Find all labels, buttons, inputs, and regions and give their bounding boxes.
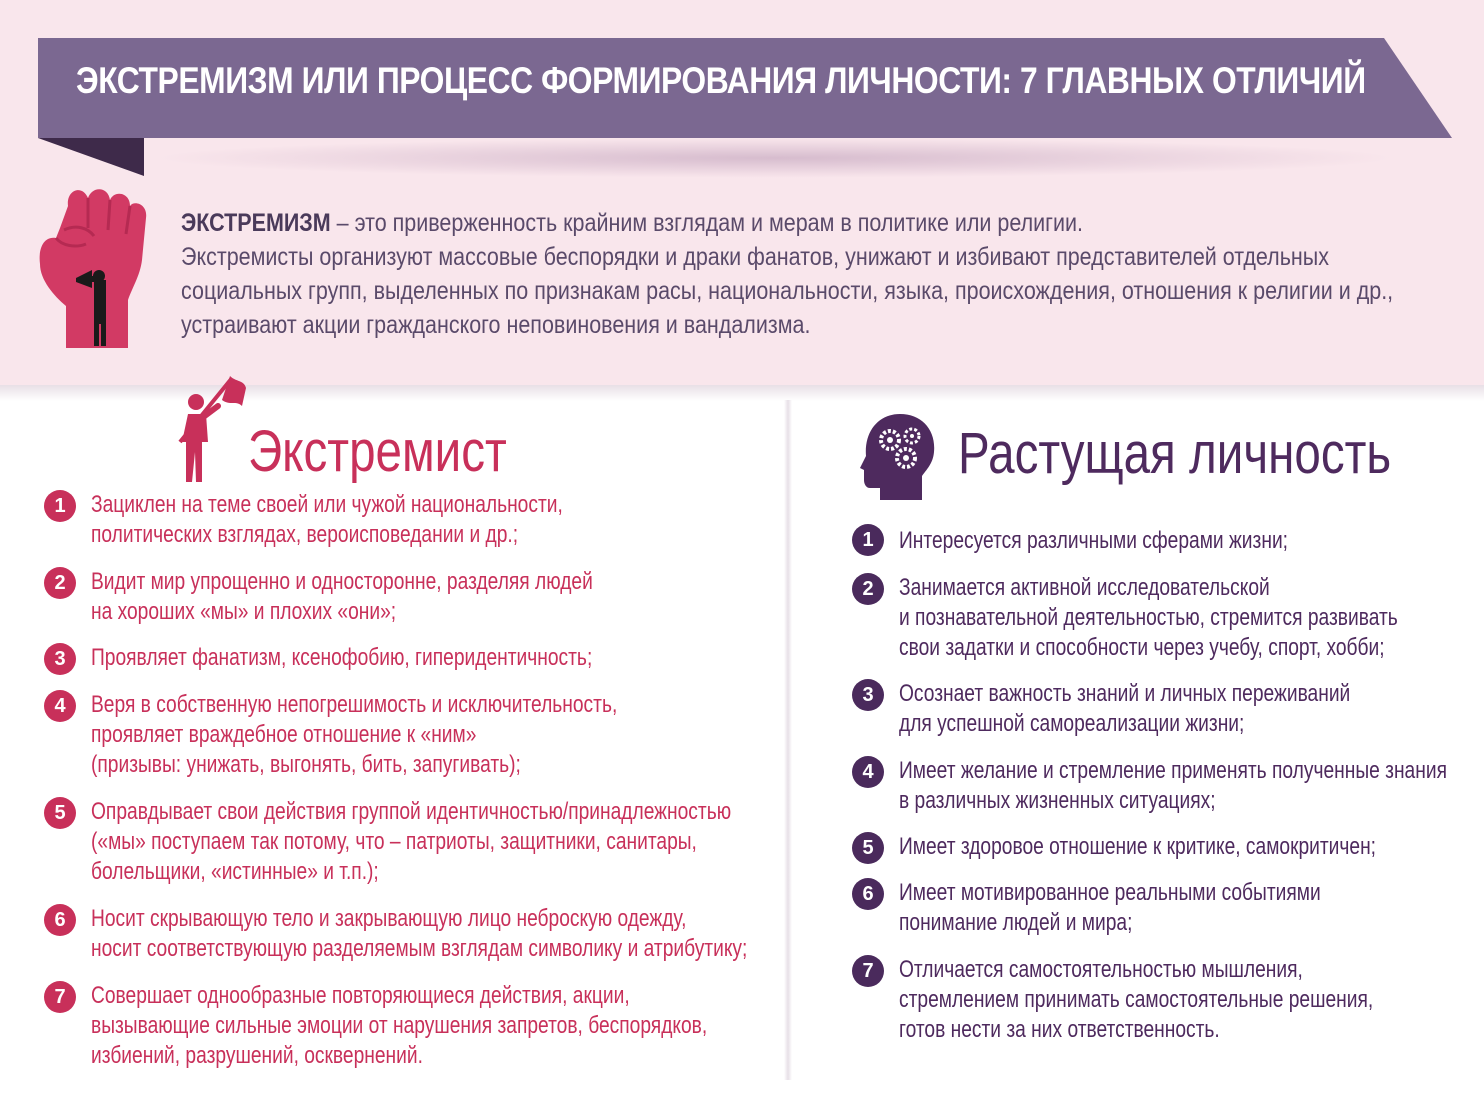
definition-line-1-rest: – это приверженность крайним взглядам и мерам в политике или религии. <box>330 209 1084 237</box>
item-number: 4 <box>852 756 884 788</box>
item-text <box>899 526 1288 556</box>
item-text <box>899 878 1321 938</box>
item-text <box>899 832 1376 862</box>
item-line: («мы» поступаем так потому, что – патриоты, защитники, санитары, <box>91 828 697 855</box>
item-line: Осознает важность знаний и личных переживаний <box>899 680 1351 707</box>
item-number: 1 <box>44 490 76 522</box>
item-number: 3 <box>852 679 884 711</box>
definition-line-3: социальных групп, выделенных по признакам расы, национальности, языка, происхождения, отношения к религии и др., <box>181 277 1394 305</box>
extremism-definition <box>181 206 1394 342</box>
item-text <box>91 981 707 1071</box>
column-divider <box>784 400 792 1080</box>
item-line: Совершает однообразные повторяющиеся действия, акции, <box>91 982 630 1009</box>
item-line: Интересуется различными сферами жизни; <box>899 527 1288 554</box>
head-with-gears-icon <box>860 412 938 500</box>
definition-line-2: Экстремисты организуют массовые беспорядки и драки фанатов, унижают и избивают представителей отдельных <box>181 243 1330 271</box>
definition-term: ЭКСТРЕМИЗМ <box>181 209 331 237</box>
item-line: стремлением принимать самостоятельные решения, <box>899 986 1374 1013</box>
item-number: 6 <box>852 878 884 910</box>
item-number: 6 <box>44 904 76 936</box>
item-text <box>91 643 592 673</box>
raised-fist-with-megaphone-icon <box>36 184 148 350</box>
item-line: в различных жизненных ситуациях; <box>899 787 1216 814</box>
item-line: политических взглядах, вероисповедании и др.; <box>91 521 519 548</box>
item-line: вызывающие сильные эмоции от нарушения запретов, беспорядков, <box>91 1012 708 1039</box>
item-number: 2 <box>44 567 76 599</box>
item-text <box>899 679 1350 739</box>
item-line: готов нести за них ответственность. <box>899 1016 1220 1043</box>
item-number: 4 <box>44 690 76 722</box>
item-line: избиений, разрушений, осквернений. <box>91 1042 423 1069</box>
growing-personality-heading: Растущая личность <box>958 421 1392 486</box>
item-line: носит соответствующую разделяемым взглядам символику и атрибутику; <box>91 935 748 962</box>
item-line: Зациклен на теме своей или чужой национальности, <box>91 491 563 518</box>
item-text <box>91 797 731 887</box>
item-text <box>899 573 1398 663</box>
page-title: ЭКСТРЕМИЗМ ИЛИ ПРОЦЕСС ФОРМИРОВАНИЯ ЛИЧНОСТИ: 7 ГЛАВНЫХ ОТЛИЧИЙ <box>76 60 1366 101</box>
item-text <box>899 756 1447 816</box>
item-line: на хороших «мы» и плохих «они»; <box>91 598 397 625</box>
item-number: 7 <box>852 955 884 987</box>
person-with-flag-icon <box>172 372 246 484</box>
item-line: Отличается самостоятельностью мышления, <box>899 956 1303 983</box>
definition-line-4: устраивают акции гражданского неповиновения и вандализма. <box>181 311 811 339</box>
item-line: для успешной самореализации жизни; <box>899 710 1245 737</box>
item-line: (призывы: унижать, выгонять, бить, запугивать); <box>91 751 521 778</box>
item-number: 3 <box>44 643 76 675</box>
item-line: Оправдывает свои действия группой идентичностью/принадлежностью <box>91 798 732 825</box>
item-text <box>899 955 1373 1045</box>
item-line: свои задатки и способности через учебу, спорт, хобби; <box>899 634 1385 661</box>
item-number: 5 <box>852 832 884 864</box>
item-number: 1 <box>852 524 884 556</box>
item-text <box>91 904 747 964</box>
item-line: Имеет желание и стремление применять полученные знания <box>899 757 1447 784</box>
item-text <box>91 567 593 627</box>
banner-shadow <box>150 138 1400 178</box>
item-line: Имеет мотивированное реальными событиями <box>899 879 1321 906</box>
item-line: и познавательной деятельностью, стремится развивать <box>899 604 1398 631</box>
item-number: 5 <box>44 797 76 829</box>
item-text <box>91 490 563 550</box>
item-line: болельщики, «истинные» и т.п.); <box>91 858 379 885</box>
item-number: 7 <box>44 981 76 1013</box>
item-line: Видит мир упрощенно и односторонне, разделяя людей <box>91 568 593 595</box>
item-line: Носит скрывающую тело и закрывающую лицо неброскую одежду, <box>91 905 687 932</box>
item-line: Занимается активной исследовательской <box>899 574 1270 601</box>
item-line: Веря в собственную непогрешимость и исключительность, <box>91 691 618 718</box>
item-text <box>91 690 617 780</box>
item-line: Имеет здоровое отношение к критике, самокритичен; <box>899 833 1377 860</box>
item-line: проявляет враждебное отношение к «ним» <box>91 721 477 748</box>
item-number: 2 <box>852 573 884 605</box>
item-line: Проявляет фанатизм, ксенофобию, гиперидентичность; <box>91 644 593 671</box>
definition-line-1 <box>181 206 1299 240</box>
item-line: понимание людей и мира; <box>899 909 1133 936</box>
extremist-heading: Экстремист <box>248 419 507 484</box>
